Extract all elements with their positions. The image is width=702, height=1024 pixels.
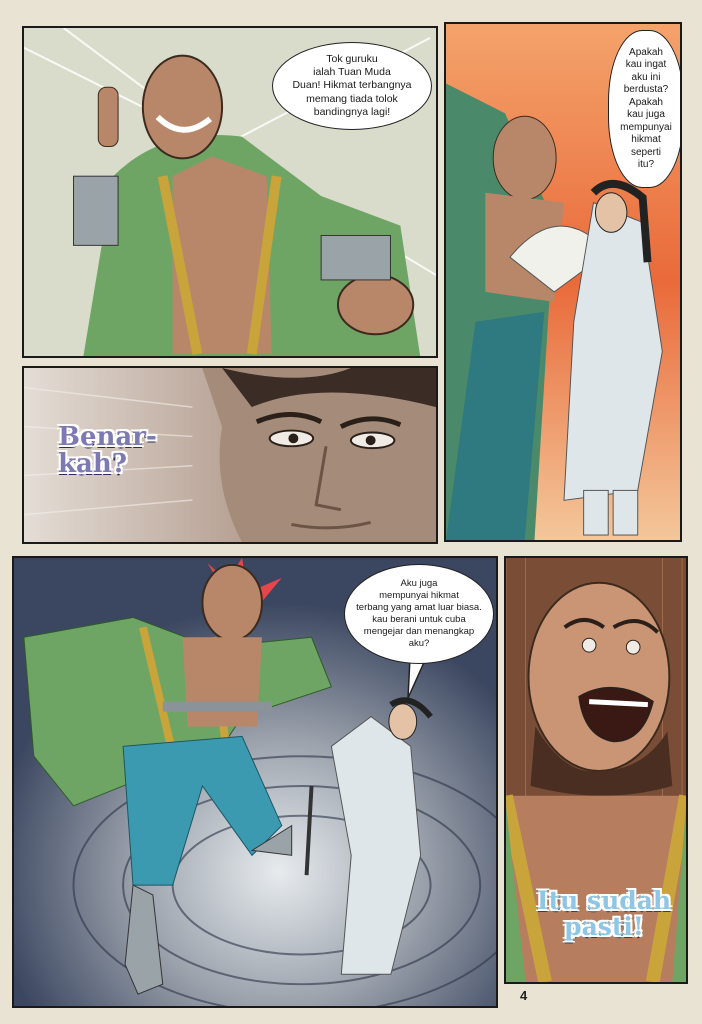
speech-bubble-tail bbox=[406, 658, 436, 698]
panel-5 bbox=[504, 556, 688, 984]
sound-effect-benarkah: Benar- kah? bbox=[58, 422, 157, 480]
sound-effect-itu-sudah-pasti: Itu sudah pasti! bbox=[536, 886, 672, 942]
panel-3 bbox=[22, 366, 438, 544]
panel-1 bbox=[22, 26, 438, 358]
speech-bubble: Tok guruku ialah Tuan Muda Duan! Hikmat terbangnya memang tiada tolok bandingnya lagi! bbox=[272, 42, 432, 130]
panel-2 bbox=[444, 22, 682, 542]
speech-bubble: Aku juga mempunyai hikmat terbang yang amat luar biasa. kau berani untuk cuba mengejar dan menangkap aku? bbox=[344, 564, 494, 664]
page-number: 4 bbox=[520, 988, 528, 1003]
speech-bubble: Apakah kau ingat aku ini berdusta? Apakah kau juga mempunyai hikmat seperti itu? bbox=[608, 30, 682, 188]
panel-4 bbox=[12, 556, 498, 1008]
